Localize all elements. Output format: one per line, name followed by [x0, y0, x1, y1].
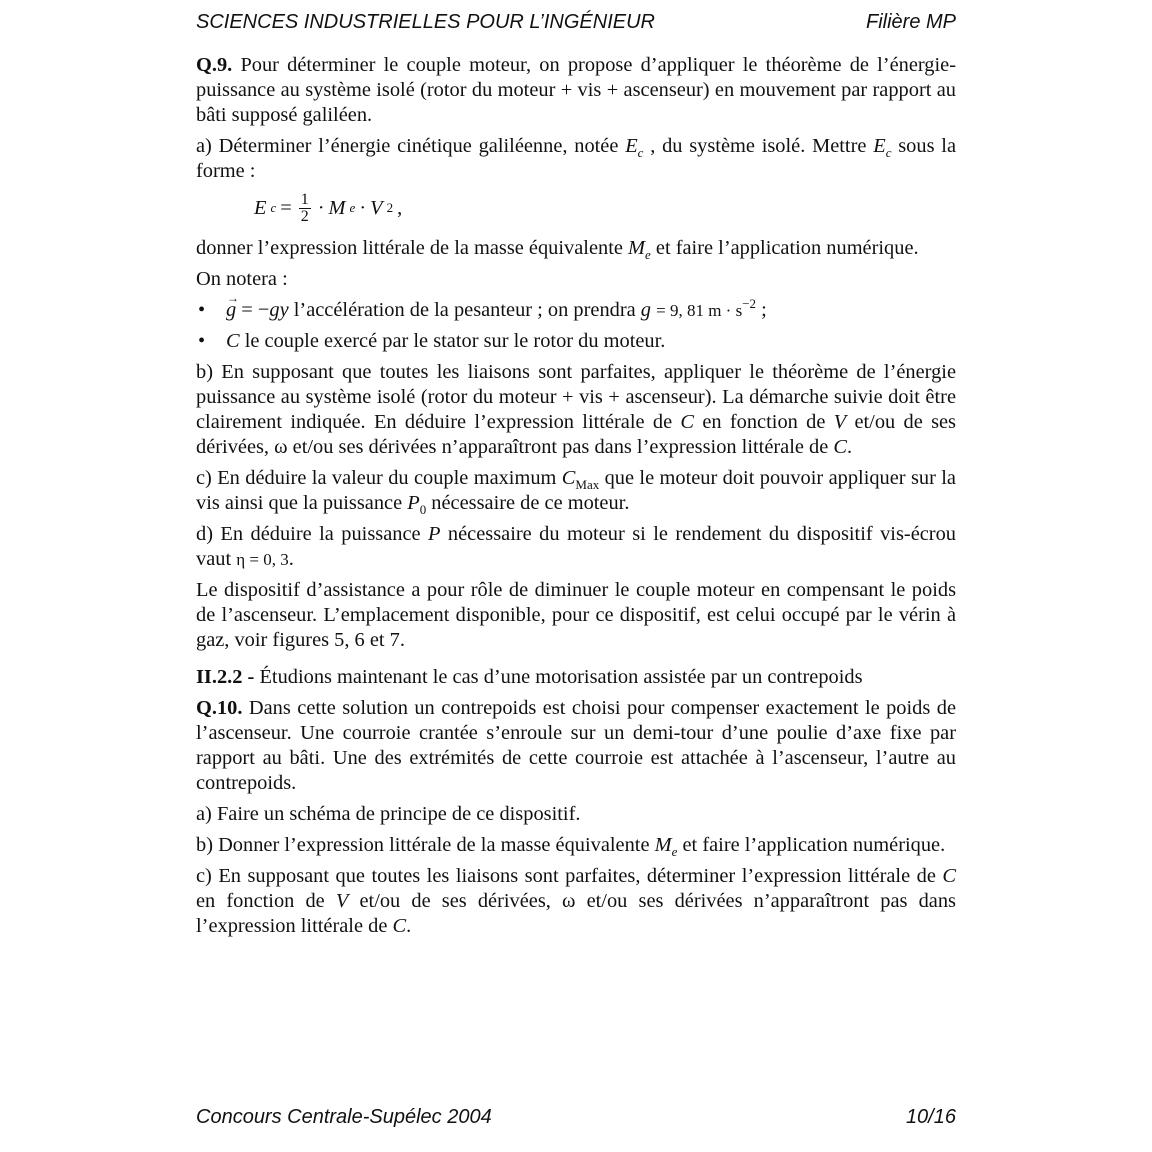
footer-contest: Concours Centrale-Supélec 2004 [196, 1106, 492, 1128]
one-half-fraction: $\frac{1}{2}$ [300, 190, 309, 225]
q10-intro: Q.10. Dans cette solution un contrepoids est choisi pour compenser exactement le poids de l’ascenseur. Une courroie crantée s’enroule sur un demi-tour d’une poulie d’axe fixe par rapport au bâti. Une des extrémités de cette courroie est attachée à l’ascenseur, l’autre au contrepoids. [196, 697, 956, 794]
q9-part-a: a) Déterminer l’énergie cinétique galiléenne, notée $E_c$ , du système isolé. Mettre $E_c$ sous la forme : [196, 135, 956, 182]
q9-label: Q.9. [196, 54, 233, 76]
q9-part-c: c) En déduire la valeur du couple maximum $C_{Max}$ que le moteur doit pouvoir appliquer sur la vis ainsi que la puissance $P_0$ nécessaire de ce moteur. [196, 467, 956, 518]
q10-label: Q.10. [196, 697, 243, 719]
page-header [196, 11, 956, 37]
section-heading: II.2.2 - Étudions maintenant le cas d’une motorisation assistée par un contrepoids [196, 666, 863, 688]
q9-part-b: b) En supposant que toutes les liaisons sont parfaites, appliquer le théorème de l’énergie puissance au système isolé (rotor du moteur + vis + ascenseur). La démarche suivie doit être clairement indiquée. En déduire l’expression littérale de C en fonction de V et/ou de ses dérivées, ω et/ou ses dérivées n’apparaîtront pas dans l’expression littérale de C. [196, 361, 956, 458]
assistance-paragraph: Le dispositif d’assistance a pour rôle de diminuer le couple moteur en compensant le poids de l’ascenseur. L’emplacement disponible, pour ce dispositif, est celui occupé par le vérin à gaz, voir figures 5, 6 et 7. [196, 579, 956, 651]
kinetic-energy-formula: E c = $\frac{1}{2}$ · M e · V 2 , [254, 190, 403, 225]
q10-part-c: c) En supposant que toutes les liaisons sont parfaites, déterminer l’expression littérale de C en fonction de V et/ou de ses dérivées, ω et/ou ses dérivées n’apparaîtront pas dans l’expression littérale de C. [196, 865, 956, 937]
page-number: 10/16 [905, 1106, 956, 1128]
header-subject: SCIENCES INDUSTRIELLES POUR L’INGÉNIEUR [196, 11, 655, 33]
list-item: • → g = −gy l’accélération de la pesanteur ; on prendra g = 9, 81 $m \cdot s^{-2}$ ; [196, 298, 956, 323]
q10-part-a: a) Faire un schéma de principe de ce dispositif. [196, 803, 581, 825]
page-body [196, 53, 956, 945]
notation-list [196, 298, 956, 354]
q9-part-d: d) En déduire la puissance P nécessaire du moteur si le rendement du dispositif vis-écrou vaut η = 0, 3. [196, 523, 956, 570]
section-label: II.2.2 - [196, 666, 255, 688]
list-item: • C le couple exercé par le stator sur le rotor du moteur. [198, 330, 666, 352]
page-footer [196, 1106, 956, 1132]
q10-part-b: b) Donner l’expression littérale de la masse équivalente $M_e$ et faire l’application numérique. [196, 834, 946, 860]
exam-page [196, 0, 956, 1152]
header-track: Filière MP [865, 11, 956, 33]
q9-intro: Q.9. Pour déterminer le couple moteur, on propose d’appliquer le théorème de l’énergie-puissance au système isolé (rotor du moteur + vis + ascenseur) en mouvement par rapport au bâti supposé galiléen. [196, 54, 956, 126]
q9-equivalent-mass: donner l’expression littérale de la masse équivalente $M_e$ et faire l’application numérique. [196, 237, 919, 263]
q9-note: On notera : [196, 268, 288, 290]
